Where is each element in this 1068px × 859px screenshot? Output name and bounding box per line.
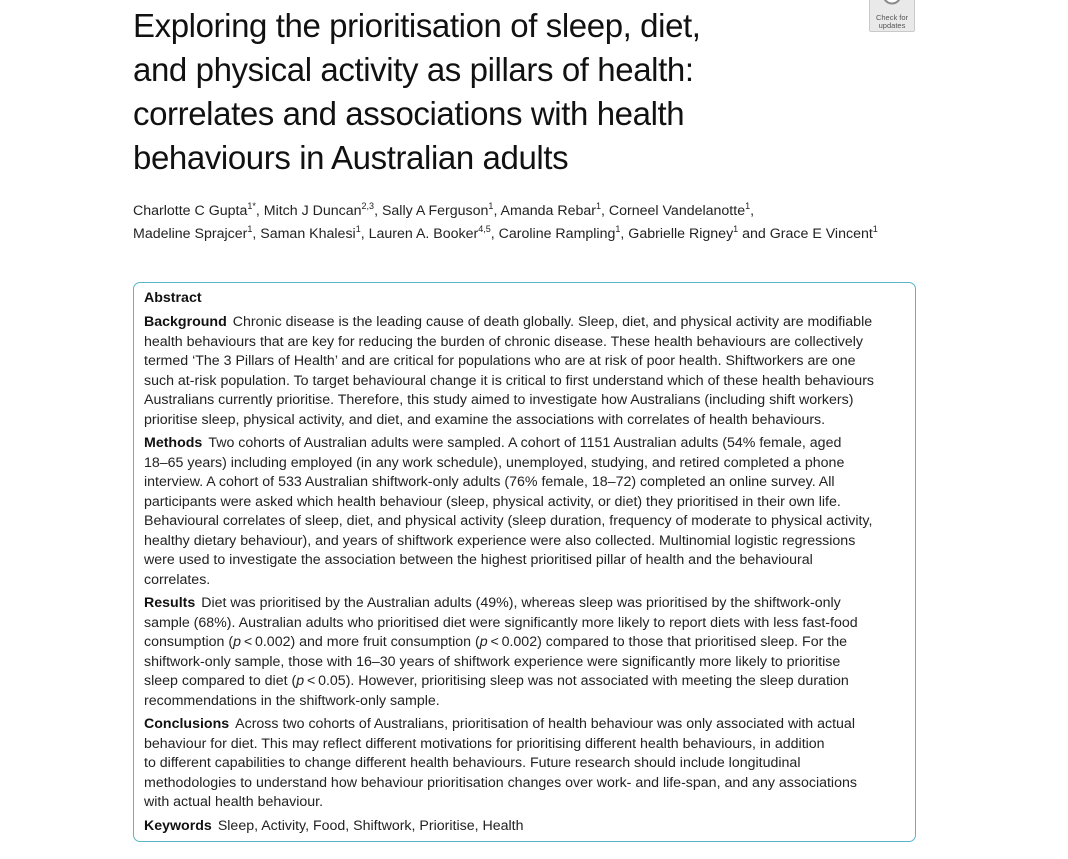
section-line: participants were asked which health behaviour (sleep, physical activity, or diet) they prioritised in their own life. [144, 493, 841, 510]
title-line: and physical activity as pillars of health: [133, 51, 694, 88]
results-section [144, 594, 905, 711]
keywords-section [144, 817, 905, 837]
results-text: < 0.002) and more fruit consumption ( [241, 634, 480, 650]
section-line: shiftwork-only sample, those with 16–30 years of shiftwork experience were significantly more likely to prioritise [144, 653, 841, 670]
section-line: termed ‘The 3 Pillars of Health’ and are critical for populations who are at risk of poor health. Shiftworkers are one [144, 353, 856, 369]
author-separator: , [750, 203, 755, 219]
section-line [144, 434, 905, 454]
results-text: < 0.05). However, prioritising sleep was not associated with meeting the sleep duration [304, 673, 849, 689]
author-line [133, 223, 933, 246]
title-line: behaviours in Australian adults [133, 139, 569, 176]
section-line: were used to investigate the association between the highest prioritised pillar of health and the behavioural [144, 552, 813, 568]
check-for-updates-badge[interactable] [869, 0, 915, 32]
section-line: prioritise sleep, physical activity, and diet, and examine the associations with correlates of health behaviours. [144, 411, 826, 428]
author-name[interactable]: Madeline Sprajcer [133, 226, 248, 242]
badge-label-line: updates [878, 21, 906, 30]
author-separator: , [360, 226, 369, 242]
results-text: sleep compared to diet ( [144, 673, 297, 689]
author-separator: , [255, 203, 264, 219]
section-line: behaviour for diet. This may reflect different motivations for prioritising different health behaviours, in addition [144, 735, 825, 752]
section-line [144, 672, 905, 692]
section-line [144, 715, 905, 735]
section-line: such at-risk population. To target behavioural change it is critical to first understand which of these health behaviours [144, 372, 875, 389]
affiliation-marker[interactable]: 1 [247, 224, 253, 234]
affiliation-marker[interactable]: 2,3 [361, 201, 375, 211]
author-name[interactable]: Amanda Rebar [500, 203, 596, 219]
author-separator: , [252, 226, 261, 242]
author-name[interactable]: Grace E Vincent [769, 226, 873, 242]
keywords-label: Keywords [144, 817, 212, 834]
title-line: correlates and associations with health [133, 95, 685, 132]
author-name[interactable]: Charlotte C Gupta [133, 203, 248, 219]
section-line [144, 313, 905, 333]
conclusions-label: Conclusions [144, 716, 230, 732]
section-line: health behaviours that are key for reducing the burden of chronic disease. These health behaviours are collectively [144, 333, 864, 350]
badge-label [870, 14, 914, 30]
affiliation-marker[interactable]: 1 [733, 224, 739, 234]
author-name[interactable]: Gabrielle Rigney [628, 226, 734, 242]
author-name[interactable]: Corneel Vandelanotte [608, 203, 746, 219]
author-line [133, 200, 933, 223]
affiliation-marker[interactable]: 1 [355, 224, 361, 234]
article-title [133, 4, 853, 180]
p-value-symbol: p [233, 634, 241, 650]
author-separator: , [493, 203, 501, 219]
methods-text: Two cohorts of Australian adults were sampled. A cohort of 1151 Australian adults (54% female, aged [208, 435, 842, 451]
p-value-symbol: p [479, 634, 488, 650]
section-line: to different capabilities to change different health behaviours. Future research should include longitudinal [144, 755, 801, 771]
conclusions-text: Across two cohorts of Australians, prioritisation of health behaviour was only associated with actual [235, 716, 855, 732]
background-label: Background [144, 314, 227, 330]
affiliation-marker[interactable]: 1* [247, 201, 256, 211]
section-line: sample (68%). Australian adults who prioritised diet were significantly more likely to report diets with less fast-food [144, 614, 858, 631]
author-separator: , [374, 203, 382, 219]
methods-label: Methods [144, 435, 203, 451]
abstract-heading: Abstract [144, 290, 202, 306]
author-name[interactable]: Caroline Rampling [498, 226, 616, 242]
p-value-symbol: p [296, 673, 305, 689]
methods-section [144, 434, 905, 590]
author-list [133, 200, 933, 246]
results-text: Diet was prioritised by the Australian adults (49%), whereas sleep was prioritised by the shiftwork-only [201, 595, 841, 611]
section-line [144, 594, 905, 614]
keywords-text: Sleep, Activity, Food, Shiftwork, Prioritise, Health [217, 817, 524, 834]
affiliation-marker[interactable]: 1 [595, 201, 601, 211]
author-separator: , [601, 203, 609, 219]
affiliation-marker[interactable]: 1 [872, 224, 878, 234]
section-line: interview. A cohort of 533 Australian shiftwork-only adults (76% female, 18–72) completed an online survey. All [144, 474, 835, 490]
author-name[interactable]: Sally A Ferguson [381, 203, 489, 219]
author-separator: and [738, 226, 770, 242]
results-label: Results [144, 595, 196, 611]
section-line: with actual health behaviour. [144, 794, 324, 810]
affiliation-marker[interactable]: 1 [745, 201, 751, 211]
conclusions-section [144, 715, 905, 813]
section-line: healthy dietary behaviour), and years of shiftwork experience were also collected. Multinomial logistic regressions [144, 532, 856, 549]
section-line [144, 633, 905, 653]
section-line: correlates. [144, 571, 211, 588]
section-line: recommendations in the shiftwork-only sample. [144, 692, 440, 709]
affiliation-marker[interactable]: 4,5 [478, 224, 491, 234]
affiliation-marker[interactable]: 1 [615, 224, 621, 234]
section-line [144, 817, 905, 837]
background-section [144, 313, 905, 430]
author-name[interactable]: Mitch J Duncan [263, 203, 362, 219]
section-line: 18–65 years) including employed (in any work schedule), unemployed, studying, and retired completed a phone [144, 454, 845, 471]
title-line: Exploring the prioritisation of sleep, diet, [133, 7, 701, 44]
results-text: < 0.002) compared to those that prioritised sleep. For the [487, 634, 847, 650]
section-line: methodologies to understand how behaviour prioritisation changes over work- and life-span, and any associations [144, 774, 857, 791]
check-for-updates-icon [882, 0, 902, 5]
affiliation-marker[interactable]: 1 [488, 201, 494, 211]
author-separator: , [490, 226, 499, 242]
section-line: Australians currently prioritise. Therefore, this study aimed to investigate how Australians (including shift workers) [144, 392, 854, 408]
author-name[interactable]: Lauren A. Booker [368, 226, 479, 242]
author-separator: , [620, 226, 629, 242]
results-text: consumption ( [144, 634, 234, 650]
section-line: Behavioural correlates of sleep, diet, and physical activity (sleep duration, frequency of moderate to physical activity, [144, 513, 873, 529]
author-name[interactable]: Saman Khalesi [260, 226, 356, 242]
badge-label-line: Check for [875, 13, 909, 22]
background-text: Chronic disease is the leading cause of death globally. Sleep, diet, and physical activity are modifiable [232, 314, 873, 330]
abstract-box [133, 282, 916, 842]
